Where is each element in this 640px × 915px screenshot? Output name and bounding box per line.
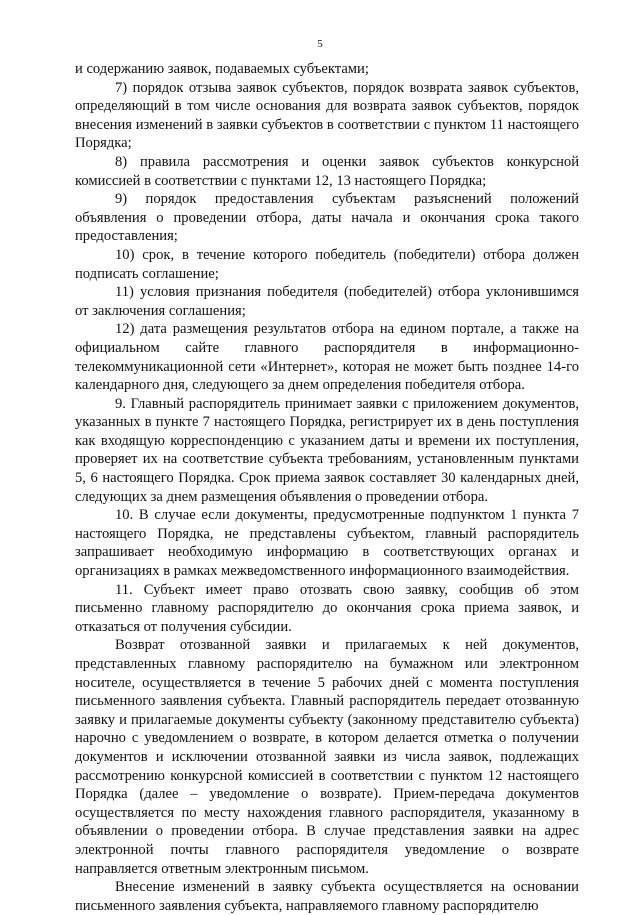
paragraph-return-of-application: Возврат отозванной заявки и прилагаемых к ней документов, представленных главному распорядителю на бумажном или электронном носителе, осуществляется в течение 5 рабочих дней с момента поступления письменного заявления субъекта. Главный распорядитель передает отозванную заявку и прилагаемые документы субъекту (законному представителю субъекта) нарочно с уведомлением о возврате, в котором делается отметка о получении документов и исключении отозванной заявки из числа заявок, подлежащих рассмотрению конкурсной комиссией в соответствии с пунктом 12 настоящего Порядка (далее – уведомление о возврате). Прием-передача документов осуществляется по месту нахождения главного распорядителя, указанному в объявлении о проведении отбора. В случае представления заявки на адрес электронной почты главного распорядителя уведомление о возврате направляется ответным электронным письмом. bbox=[75, 637, 579, 877]
paragraph-item-11: 11) условия признания победителя (победителей) отбора уклонившимся от заключения соглашения; bbox=[75, 284, 579, 319]
paragraph-item-12: 12) дата размещения результатов отбора на едином портале, а также на официальном сайте главного распорядителя в информационно-телекоммуникационной сети «Интернет», которая не может быть позднее 14-го календарного дня, следующего за днем определения победителя отбора. bbox=[75, 321, 579, 394]
paragraph-item-8: 8) правила рассмотрения и оценки заявок субъектов конкурсной комиссией в соответствии с пунктами 12, 13 настоящего Порядка; bbox=[75, 153, 579, 189]
paragraph-item-7: 7) порядок отзыва заявок субъектов, порядок возврата заявок субъектов, определяющий в том числе основания для возврата заявок субъектов, порядок внесения изменений в заявки субъектов в соответствии с пунктом 11 настоящего Порядка; bbox=[75, 79, 579, 152]
document-body bbox=[75, 60, 579, 915]
paragraph-clause-9: 9. Главный распорядитель принимает заявки с приложением документов, указанных в пункте 7 настоящего Порядка, регистрирует их в день поступления как входящую корреспонденцию с указанием даты и времени их поступления, проверяет их на соответствие субъекта требованиям, установленным пунктами 5, 6 настоящего Порядка. Срок приема заявок составляет 30 календарных дней, следующих за днем размещения объявления о проведении отбора. bbox=[75, 395, 579, 505]
paragraph-item-9: 9) порядок предоставления субъектам разъяснений положений объявления о проведении отбора, даты начала и окончания срока такого предоставления; bbox=[75, 191, 579, 245]
paragraph-clause-10: 10. В случае если документы, предусмотренные подпунктом 1 пункта 7 настоящего Порядка, не представлены субъектом, главный распорядитель запрашивает необходимую информацию в соответствующих органах и организациях в рамках межведомственного информационного взаимодействия. bbox=[75, 507, 579, 580]
paragraph-continuation: и содержанию заявок, подаваемых субъектами; bbox=[75, 61, 369, 77]
paragraph-amendments: Внесение изменений в заявку субъекта осуществляется на основании письменного заявления субъекта, направляемого главному распорядителю bbox=[75, 879, 579, 914]
paragraph-item-10: 10) срок, в течение которого победитель (победители) отбора должен подписать соглашение; bbox=[75, 246, 579, 282]
page-number: 5 bbox=[317, 38, 323, 50]
paragraph-clause-11: 11. Субъект имеет право отозвать свою заявку, сообщив об этом письменно главному распорядителю до окончания срока приема заявок, и отказаться от получения субсидии. bbox=[75, 581, 579, 635]
